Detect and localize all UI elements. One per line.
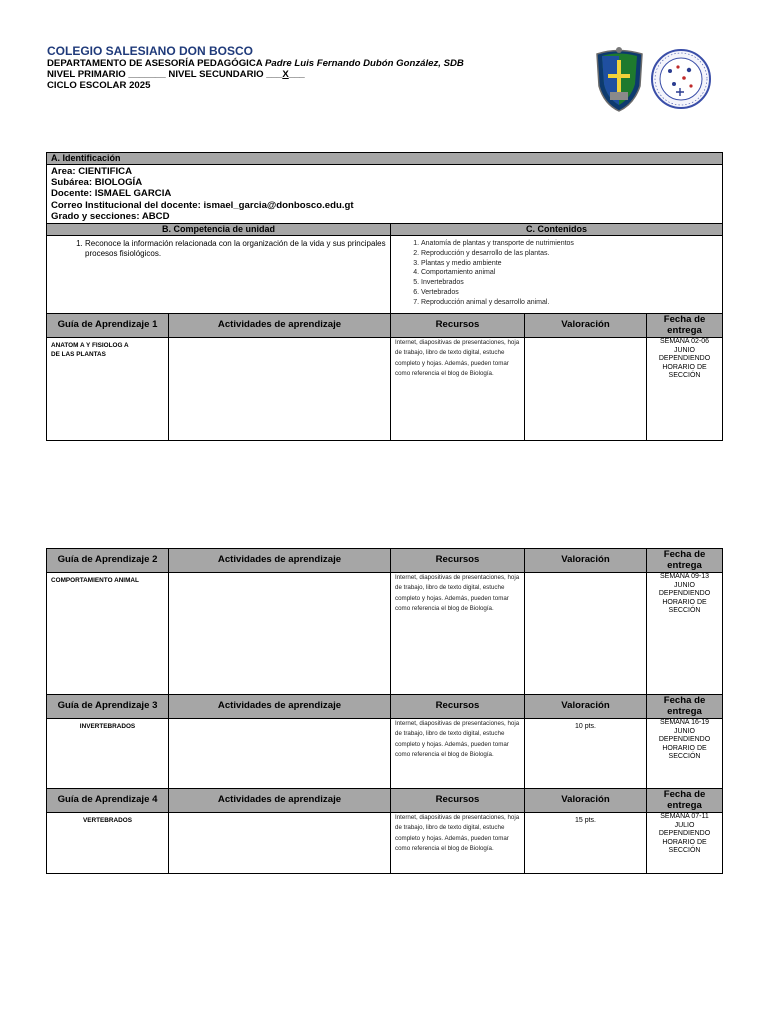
identification-table bbox=[46, 152, 723, 322]
guide-label: Guía de Aprendizaje 4 bbox=[47, 789, 169, 813]
list-item: 4. Comportamiento animal bbox=[421, 268, 718, 278]
actividades-cell bbox=[169, 573, 391, 695]
ciclo-escolar: CICLO ESCOLAR 2025 bbox=[47, 80, 151, 91]
guide-label: Guía de Aprendizaje 2 bbox=[47, 549, 169, 573]
column-header-fecha: Fecha de entrega bbox=[647, 789, 723, 813]
list-item: 1. Reconoce la información relacionada con la organización de la vida y sus principales procesos fisiológicos. bbox=[85, 239, 386, 259]
column-header-actividades: Actividades de aprendizaje bbox=[169, 695, 391, 719]
section-b-title: B. Competencia de unidad bbox=[47, 224, 391, 236]
school-logos bbox=[594, 46, 712, 112]
department-director: Padre Luis Fernando Dubón González, SDB bbox=[265, 58, 464, 69]
actividades-cell bbox=[169, 338, 391, 441]
column-header-fecha: Fecha de entrega bbox=[647, 314, 723, 338]
guide-topic: VERTEBRADOS bbox=[47, 813, 169, 874]
list-item: 5. Invertebrados bbox=[421, 278, 718, 288]
column-header-valoracion: Valoración bbox=[525, 695, 647, 719]
fecha-cell: SEMANA 16-19 JUNIO DEPENDIENDO HORARIO DE SECCIÓN bbox=[647, 719, 723, 789]
valoracion-cell: 10 pts. bbox=[525, 719, 647, 789]
nivel-line: NIVEL PRIMARIO _______ NIVEL SECUNDARIO ___X___ bbox=[47, 69, 305, 80]
nivel-secundario-mark: X bbox=[282, 69, 289, 80]
valoracion-cell bbox=[525, 338, 647, 441]
list-item: 2. Reproducción y desarrollo de las plantas. bbox=[421, 249, 718, 259]
recursos-cell: Internet, diapositivas de presentaciones, hoja de trabajo, libro de texto digital, estuche completo y hojas. Además, pueden tomar como referencia el blog de Biología. bbox=[391, 573, 525, 695]
column-header-valoracion: Valoración bbox=[525, 314, 647, 338]
column-header-valoracion: Valoración bbox=[525, 789, 647, 813]
guide-label: Guía de Aprendizaje 1 bbox=[47, 314, 169, 338]
grado-field: Grado y secciones: ABCD bbox=[51, 210, 170, 222]
actividades-cell bbox=[169, 719, 391, 789]
fecha-cell: SEMANA 07-11 JULIO DEPENDIENDO HORARIO DE SECCIÓN bbox=[647, 813, 723, 874]
recursos-cell: Internet, diapositivas de presentaciones, hoja de trabajo, libro de texto digital, estuche completo y hojas. Además, pueden tomar como referencia el blog de Biología. bbox=[391, 338, 525, 441]
document-header bbox=[47, 45, 567, 91]
fecha-cell: SEMANA 09-13 JUNIO DEPENDIENDO HORARIO DE SECCIÓN bbox=[647, 573, 723, 695]
valoracion-cell: 15 pts. bbox=[525, 813, 647, 874]
fecha-cell: SEMANA 02-06 JUNIO DEPENDIENDO HORARIO DE SECCIÓN bbox=[647, 338, 723, 441]
list-item: 7. Reproducción animal y desarrollo animal. bbox=[421, 298, 718, 308]
area-field: Area: CIENTIFICA bbox=[51, 166, 133, 177]
guide-topic: ANATOM A Y FISIOLOG A DE LAS PLANTAS bbox=[47, 338, 169, 441]
list-item: 6. Vertebrados bbox=[421, 288, 718, 298]
guide-2-table bbox=[46, 548, 723, 874]
list-item: 1. Anatomía de plantas y transporte de nutrimientos bbox=[421, 239, 718, 249]
contenidos-list bbox=[395, 239, 718, 308]
valoracion-cell bbox=[525, 573, 647, 695]
list-item: 3. Plantas y medio ambiente bbox=[421, 259, 718, 269]
column-header-actividades: Actividades de aprendizaje bbox=[169, 314, 391, 338]
recursos-cell: Internet, diapositivas de presentaciones, hoja de trabajo, libro de texto digital, estuche completo y hojas. Además, pueden tomar como referencia el blog de Biología. bbox=[391, 719, 525, 789]
column-header-actividades: Actividades de aprendizaje bbox=[169, 789, 391, 813]
identification-details bbox=[47, 165, 723, 224]
shield-logo bbox=[597, 47, 642, 111]
guide-topic: INVERTEBRADOS bbox=[47, 719, 169, 789]
school-name: COLEGIO SALESIANO DON BOSCO bbox=[47, 44, 254, 58]
guide-label: Guía de Aprendizaje 3 bbox=[47, 695, 169, 719]
email-field: Correo Institucional del docente: ismael_garcia@donbosco.edu.gt bbox=[51, 199, 354, 211]
column-header-valoracion: Valoración bbox=[525, 549, 647, 573]
contenidos-cell bbox=[391, 236, 723, 322]
recursos-cell: Internet, diapositivas de presentaciones, hoja de trabajo, libro de texto digital, estuche completo y hojas. Además, pueden tomar como referencia el blog de Biología. bbox=[391, 813, 525, 874]
column-header-actividades: Actividades de aprendizaje bbox=[169, 549, 391, 573]
column-header-recursos: Recursos bbox=[391, 549, 525, 573]
department-line: DEPARTAMENTO DE ASESORÍA PEDAGÓGICA Padre Luis Fernando Dubón González, SDB bbox=[47, 58, 464, 69]
column-header-recursos: Recursos bbox=[391, 314, 525, 338]
column-header-recursos: Recursos bbox=[391, 789, 525, 813]
column-header-fecha: Fecha de entrega bbox=[647, 695, 723, 719]
section-a-title: A. Identificación bbox=[47, 153, 723, 165]
column-header-fecha: Fecha de entrega bbox=[647, 549, 723, 573]
competencia-cell bbox=[47, 236, 391, 322]
subarea-field: Subárea: BIOLOGÍA bbox=[51, 177, 143, 189]
column-header-recursos: Recursos bbox=[391, 695, 525, 719]
guide-topic: COMPORTAMIENTO ANIMAL bbox=[47, 573, 169, 695]
competencia-list bbox=[51, 239, 386, 259]
docente-field: Docente: ISMAEL GARCIA bbox=[51, 188, 172, 200]
section-c-title: C. Contenidos bbox=[391, 224, 723, 236]
guide-1-table bbox=[46, 313, 723, 441]
actividades-cell bbox=[169, 813, 391, 874]
seal-logo bbox=[652, 50, 710, 108]
